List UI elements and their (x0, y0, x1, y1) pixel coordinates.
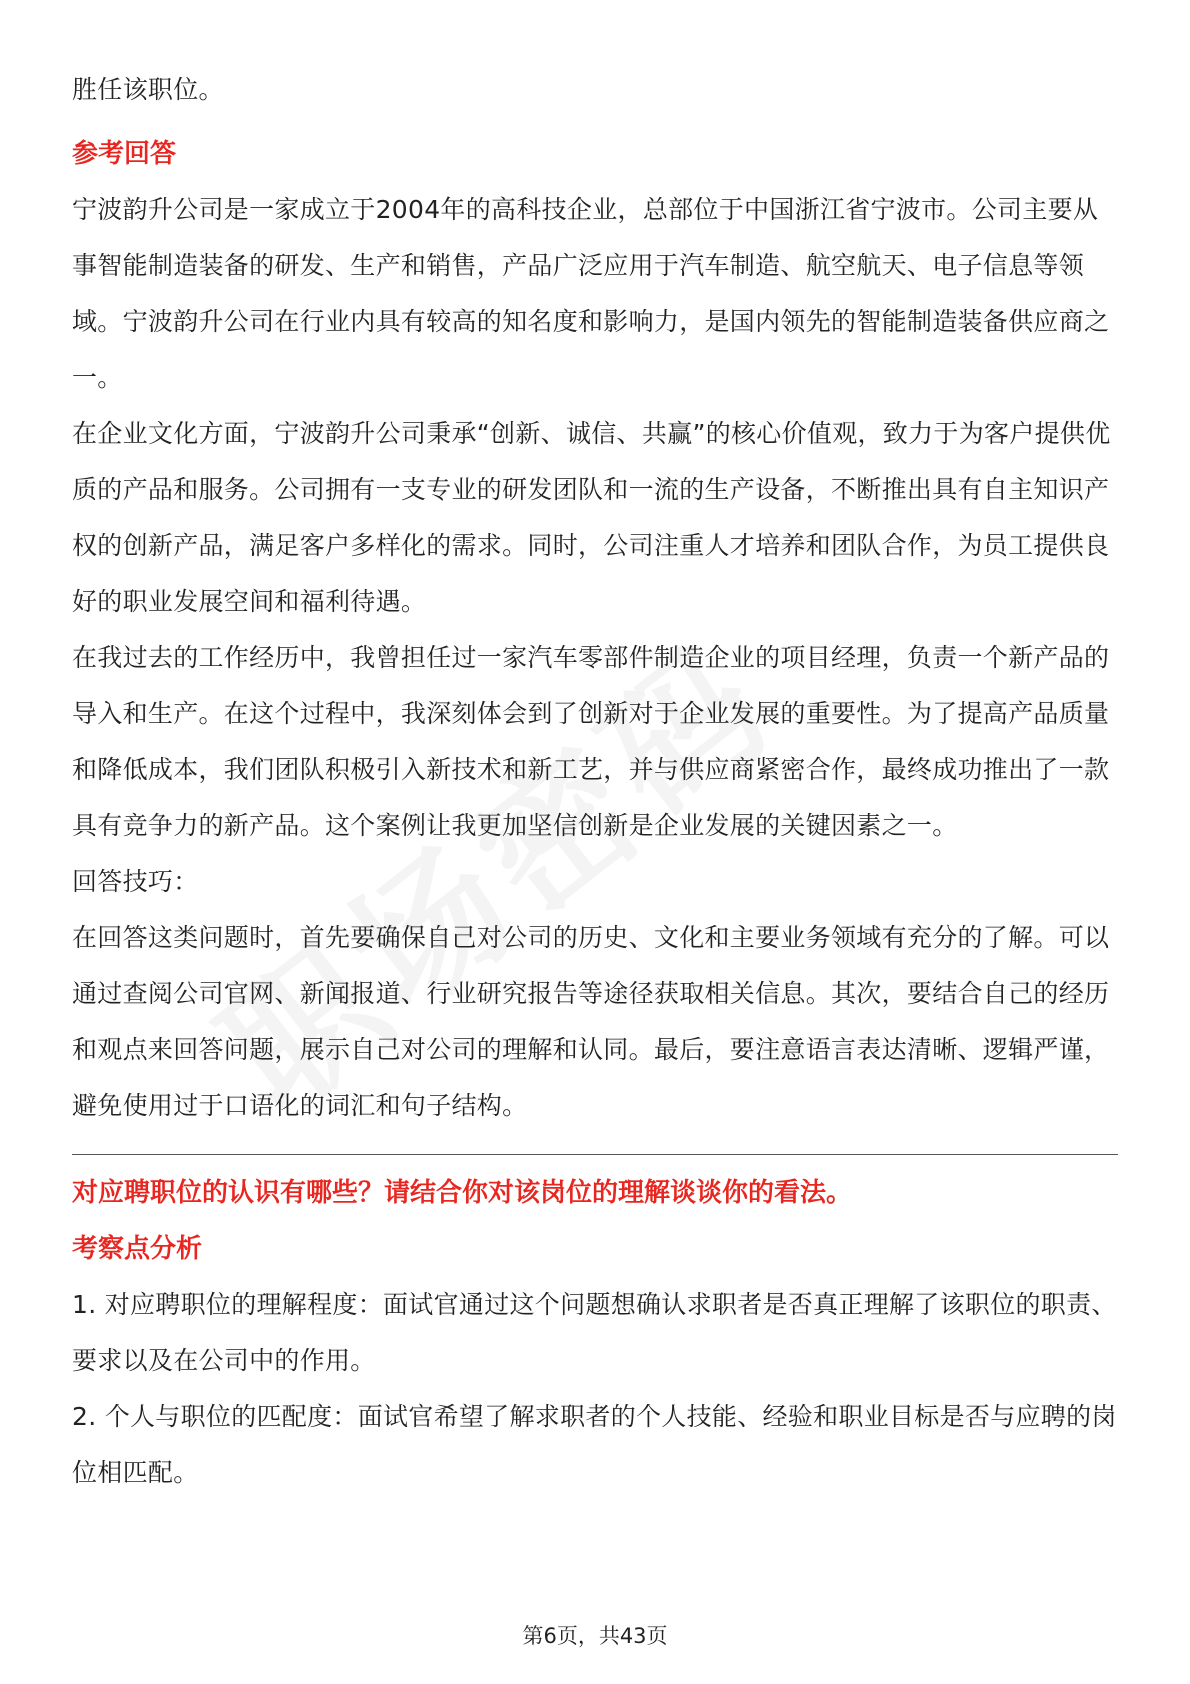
tips-label: 回答技巧： (72, 867, 199, 896)
analysis-point: 2. 个人与职位的匹配度：面试官希望了解求职者的个人技能、经验和职业目标是否与应聘的岗位相匹配。 (72, 1402, 1117, 1487)
section-divider (72, 1154, 1118, 1155)
analysis-heading: 考察点分析 (72, 1234, 203, 1264)
page-content (72, 62, 1118, 1501)
reference-answer-heading: 参考回答 (72, 139, 177, 169)
question-heading: 对应聘职位的认识有哪些？请结合你对该岗位的理解谈谈你的看法。 (72, 1178, 853, 1208)
analysis-point: 1. 对应聘职位的理解程度：面试官通过这个问题想确认求职者是否真正理解了该职位的职责、要求以及在公司中的作用。 (72, 1290, 1117, 1375)
tips-paragraph: 在回答这类问题时，首先要确保自己对公司的历史、文化和主要业务领域有充分的了解。可以通过查阅公司官网、新闻报道、行业研究报告等途径获取相关信息。其次，要结合自己的经历和观点来回答问题，展示自己对公司的理解和认同。最后，要注意语言表达清晰、逻辑严谨，避免使用过于口语化的词汇和句子结构。 (72, 923, 1110, 1120)
page-number-footer: 第6页，共43页 (522, 1624, 668, 1648)
answer-paragraph: 宁波韵升公司是一家成立于2004年的高科技企业，总部位于中国浙江省宁波市。公司主要从事智能制造装备的研发、生产和销售，产品广泛应用于汽车制造、航空航天、电子信息等领域。宁波韵升公司在行业内具有较高的知名度和影响力，是国内领先的智能制造装备供应商之一。 (72, 195, 1110, 392)
continued-text: 胜任该职位。 (72, 75, 224, 104)
answer-paragraph: 在我过去的工作经历中，我曾担任过一家汽车零部件制造企业的项目经理，负责一个新产品的导入和生产。在这个过程中，我深刻体会到了创新对于企业发展的重要性。为了提高产品质量和降低成本，我们团队积极引入新技术和新工艺，并与供应商紧密合作，最终成功推出了一款具有竞争力的新产品。这个案例让我更加坚信创新是企业发展的关键因素之一。 (72, 643, 1110, 840)
answer-paragraph: 在企业文化方面，宁波韵升公司秉承“创新、诚信、共赢”的核心价值观，致力于为客户提供优质的产品和服务。公司拥有一支专业的研发团队和一流的生产设备，不断推出具有自主知识产权的创新产品，满足客户多样化的需求。同时，公司注重人才培养和团队合作，为员工提供良好的职业发展空间和福利待遇。 (72, 419, 1111, 616)
